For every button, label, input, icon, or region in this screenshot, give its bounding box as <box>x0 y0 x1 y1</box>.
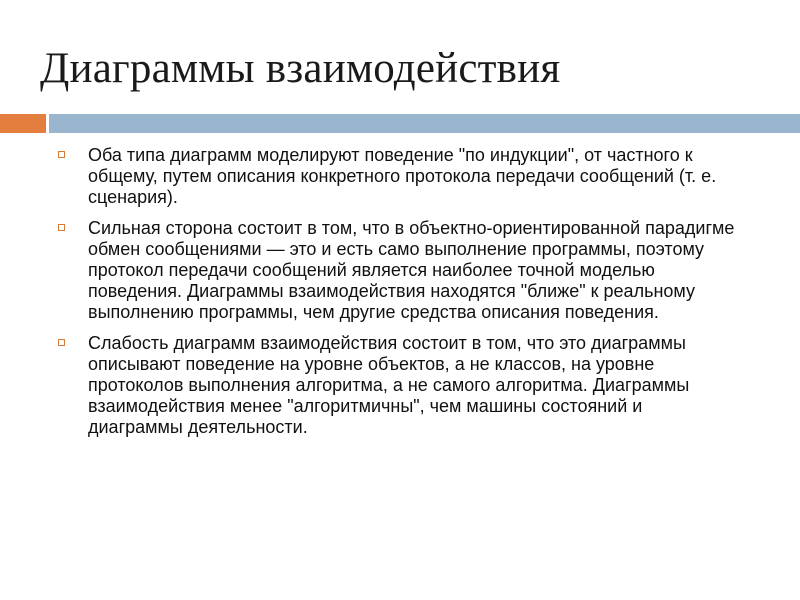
title-divider-bar <box>49 114 800 133</box>
bullet-text: Оба типа диаграмм моделируют поведение "по индукции", от частного к общему, путем описания конкретного протокола передачи сообщений (т. е. сценария). <box>88 145 717 207</box>
square-bullet-icon <box>58 339 65 346</box>
bullet-item <box>58 145 738 208</box>
title-accent-bar <box>0 114 46 133</box>
bullet-list <box>58 145 738 448</box>
bullet-item <box>58 218 738 323</box>
bullet-item <box>58 333 738 438</box>
slide-title: Диаграммы взаимодействия <box>40 45 561 92</box>
bullet-text: Слабость диаграмм взаимодействия состоит в том, что это диаграммы описывают поведение на уровне объектов, а не классов, на уровне протоколов выполнения алгоритма, а не самого алгоритма. Диаграммы взаимодействия менее "алгоритмичны", чем машины состояний и диаграммы деятельности. <box>88 333 690 437</box>
square-bullet-icon <box>58 224 65 231</box>
square-bullet-icon <box>58 151 65 158</box>
bullet-text: Сильная сторона состоит в том, что в объектно-ориентированной парадигме обмен сообщениями — это и есть само выполнение программы, поэтому протокол передачи сообщений является наиболее точной моделью поведения. Диаграммы взаимодействия находятся "ближе" к реальному выполнению программы, чем другие средства описания поведения. <box>88 218 735 322</box>
